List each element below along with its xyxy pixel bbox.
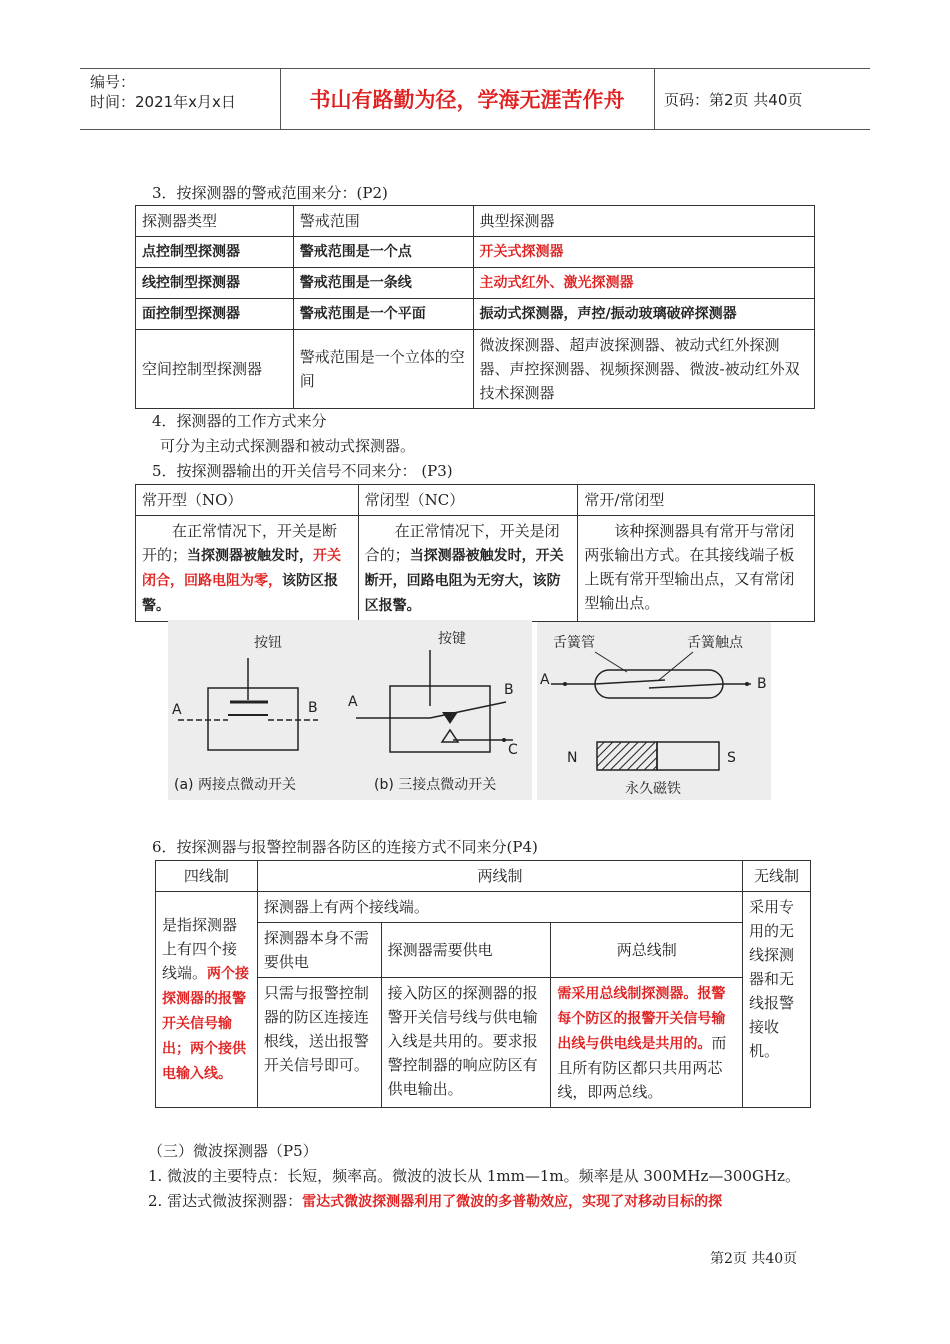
nc-text-a: 在正常情况下，开关是闭合的； <box>364 522 560 564</box>
table-cell: 警戒范围是一个点 <box>293 237 473 268</box>
table-cell: 警戒范围是一条线 <box>293 268 473 299</box>
section3-title: 3．按探测器的警戒范围来分：(P2) <box>152 184 388 202</box>
section5-title: 5．按探测器输出的开关信号不同来分： (P3) <box>152 462 453 480</box>
time-label: 时间：2021年x月x日 <box>90 93 236 111</box>
table-header-row <box>136 206 815 237</box>
wiring-table <box>155 860 811 1108</box>
table-cell: 只需与报警控制器的防区连接连根线，送出报警开关信号即可。 <box>257 978 381 1108</box>
table-cell: 微波探测器、超声波探测器、被动式红外探测器、声控探测器、视频探测器、微波-被动红外双技术探测器 <box>473 330 815 409</box>
header-cell: 探测器类型 <box>136 206 294 237</box>
table-cell: 振动式探测器，声控/振动玻璃破碎探测器 <box>473 299 815 330</box>
pole-n-label: N <box>567 750 578 766</box>
bus-cell <box>551 978 743 1108</box>
bus-text-red: 需采用总线制探测器。报警每个防区的报警开关信号输出线与供电线是共用的。 <box>557 986 726 1052</box>
table-cell: 接入防区的探测器的报警开关信号线与供电输入线是共用的。要求报警控制器的响应防区有供电输出。 <box>381 978 551 1108</box>
section4-text: 可分为主动式探测器和被动式探测器。 <box>160 437 416 455</box>
point-a-label: A <box>172 702 182 718</box>
nc-text-b: 当探测器被触发时，开关断开，回路电阻为无穷大，该防区报警。 <box>364 548 564 614</box>
both-cell: 该种探测器具有常开与常闭两张输出方式。在其接线端子板上既有常开型输出点，又有常闭型输出点。 <box>578 516 815 622</box>
page-header <box>80 68 870 130</box>
caption-a: (a) 两接点微动开关 <box>174 777 296 793</box>
no-text-b: 当探测器被触发时， <box>187 548 314 564</box>
point-a-label: A <box>540 672 550 688</box>
no-cell <box>136 516 359 622</box>
table-row <box>136 268 815 299</box>
table-cell: 探测器需要供电 <box>381 923 551 978</box>
reed-tube-label: 舌簧管 <box>553 635 595 651</box>
page-label: 页码：第2页 共40页 <box>664 90 803 109</box>
point-b-label: B <box>757 676 767 692</box>
four-wire-cell <box>156 892 258 1108</box>
no-text-c: 开关闭合，回路电阻为零， <box>142 548 342 589</box>
header-motto-cell <box>280 69 655 129</box>
table-cell: 空间控制型探测器 <box>136 330 294 409</box>
figure-reed-switch <box>537 622 771 800</box>
table-row <box>136 516 815 622</box>
microswitch-diagram <box>168 620 532 800</box>
point-b-label: B <box>308 700 318 716</box>
header-cell: 无线制 <box>743 861 811 892</box>
line2-red: 雷达式微波探测器利用了微波的多普勒效应，实现了对移动目标的探 <box>302 1194 723 1210</box>
header-cell: 警戒范围 <box>293 206 473 237</box>
header-cell: 典型探测器 <box>473 206 815 237</box>
bus-text: 而且所有防区都只共用两芯线，即两总线。 <box>557 1034 727 1101</box>
table-cell: 点控制型探测器 <box>136 237 294 268</box>
figure-microswitch <box>168 620 532 800</box>
table-cell: 警戒范围是一个平面 <box>293 299 473 330</box>
wireless-cell: 采用专用的无线探测器和无线报警接收机。 <box>743 892 811 1108</box>
table-cell: 面控制型探测器 <box>136 299 294 330</box>
table-cell: 主动式红外、激光探测器 <box>473 268 815 299</box>
header-page-cell <box>654 69 870 129</box>
point-c-label: C <box>508 742 518 758</box>
section4-title: 4．探测器的工作方式来分 <box>152 412 327 430</box>
key-label: 按键 <box>438 631 466 647</box>
reed-contact-label: 舌簧触点 <box>687 635 743 651</box>
table-header-row <box>136 485 815 516</box>
caption-b: (b) 三接点微动开关 <box>374 777 497 793</box>
number-label: 编号： <box>90 73 136 91</box>
table-row <box>136 299 815 330</box>
four-text-b: 两个接探测器的报警开关信号输出；两个接供电输入线。 <box>162 966 250 1082</box>
section7-heading: （三）微波探测器（P5） <box>148 1142 318 1160</box>
nc-cell <box>358 516 578 622</box>
header-cell: 常开/常闭型 <box>578 485 815 516</box>
switch-table <box>135 484 815 622</box>
table-cell: 线控制型探测器 <box>136 268 294 299</box>
no-text-d: 该防区报警。 <box>142 573 338 614</box>
table-cell: 开关式探测器 <box>473 237 815 268</box>
header-cell: 常开型（NO） <box>136 485 359 516</box>
magnet-label: 永久磁铁 <box>625 781 681 797</box>
table-cell: 警戒范围是一个立体的空间 <box>293 330 473 409</box>
no-text-a: 在正常情况下，开关是断开的； <box>142 522 338 564</box>
four-text-a: 是指探测器上有四个接线端。 <box>162 916 238 982</box>
table-cell: 两总线制 <box>551 923 743 978</box>
table-cell: 探测器本身不需要供电 <box>257 923 381 978</box>
motto: 书山有路勤为径，学海无涯苦作舟 <box>309 88 625 112</box>
table-header-row <box>156 861 811 892</box>
header-cell: 四线制 <box>156 861 258 892</box>
range-table <box>135 205 815 409</box>
point-a-label: A <box>348 694 358 710</box>
line2-label: 2. 雷达式微波探测器： <box>148 1192 303 1210</box>
table-row <box>136 330 815 409</box>
point-b-label: B <box>504 682 514 698</box>
pole-s-label: S <box>727 750 736 766</box>
table-row <box>156 892 811 923</box>
page-footer: 第2页 共40页 <box>710 1251 798 1267</box>
header-left-cell <box>80 69 281 129</box>
section7-line1: 1. 微波的主要特点：长短，频率高。微波的波长从 1mm—1m。频率是从 300MHz—300GHz。 <box>148 1167 800 1185</box>
button-label: 按钮 <box>254 635 282 651</box>
table-cell: 探测器上有两个接线端。 <box>257 892 742 923</box>
header-cell: 常闭型（NC） <box>358 485 578 516</box>
header-cell: 两线制 <box>257 861 742 892</box>
table-row <box>136 237 815 268</box>
section7-line2 <box>148 1190 722 1211</box>
section6-title: 6．按探测器与报警控制器各防区的连接方式不同来分(P4) <box>152 838 538 856</box>
